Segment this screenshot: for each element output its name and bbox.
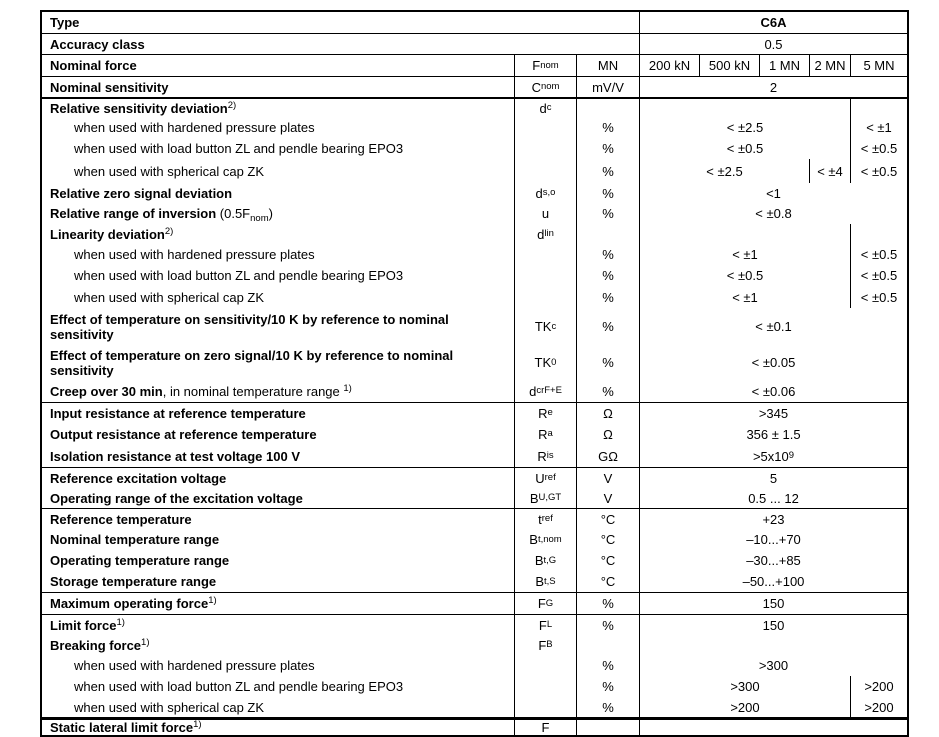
value-cell (639, 720, 907, 735)
value-cell: < ±0.5 (850, 244, 907, 265)
param-label: Relative sensitivity deviation$^{2)}$ (50, 99, 237, 116)
symbol-cell: R a (514, 423, 576, 445)
value-cell: < ±0.06 (639, 380, 907, 402)
value-cell: >345 (639, 403, 907, 423)
symbol-cell (514, 244, 576, 265)
param-label: Accuracy class (50, 36, 145, 52)
symbol-cell: d s,o (514, 183, 576, 203)
table-row (42, 12, 907, 33)
table-row (42, 508, 907, 529)
param-label: Operating temperature range (50, 553, 230, 568)
unit-cell: Ω (576, 403, 639, 423)
value-cell: < ±0.5 (639, 265, 850, 286)
table-row (42, 467, 907, 488)
value-cell: 150 (639, 615, 907, 635)
unit-cell: °C (576, 529, 639, 550)
table-row (42, 676, 907, 697)
unit-cell: % (576, 265, 639, 286)
unit-cell: % (576, 286, 639, 308)
symbol-cell: F (514, 720, 576, 735)
unit-cell: % (576, 308, 639, 345)
table-row (42, 614, 907, 635)
value-cell: 5 (639, 468, 907, 488)
param-label: Static lateral limit force$^{1)}$ (50, 719, 202, 735)
symbol-cell: d crF+E (514, 380, 576, 402)
table-row (42, 203, 907, 224)
table-row (42, 33, 907, 54)
symbol-cell: d lin (514, 224, 576, 244)
value-cell: 150 (639, 593, 907, 614)
unit-cell: MN (576, 55, 639, 76)
value-cell: 200 kN (639, 55, 699, 76)
param-label: Nominal temperature range (50, 532, 220, 547)
symbol-cell (514, 138, 576, 159)
symbol-cell: B t,G (514, 550, 576, 571)
value-cell: < ±1 (639, 244, 850, 265)
unit-cell: % (576, 593, 639, 614)
table-row (42, 117, 907, 138)
unit-cell: % (576, 117, 639, 138)
symbol-cell: F L (514, 615, 576, 635)
param-label: Nominal sensitivity (50, 79, 169, 95)
param-label: Maximum operating force$^{1)}$ (50, 595, 217, 611)
unit-cell: % (576, 380, 639, 402)
value-cell: < ±0.1 (639, 308, 907, 345)
value-cell: < ±2.5 (639, 117, 850, 138)
param-label: when used with spherical cap ZK (74, 699, 265, 715)
symbol-cell: R e (514, 403, 576, 423)
symbol-cell: F B (514, 635, 576, 655)
unit-cell: V (576, 488, 639, 508)
unit-cell: % (576, 203, 639, 224)
unit-cell (576, 720, 639, 735)
symbol-cell (514, 655, 576, 676)
param-label: when used with hardened pressure plates (74, 120, 315, 135)
value-cell: –10...+70 (639, 529, 907, 550)
unit-cell: % (576, 244, 639, 265)
param-label: when used with load button ZL and pendle bearing EPO3 (74, 268, 404, 283)
spec-table (40, 10, 909, 737)
symbol-cell: d c (514, 99, 576, 117)
table-row (42, 76, 907, 97)
param-label: Effect of temperature on sensitivity/10 K by reference to nominal sensitivity (50, 311, 449, 342)
table-row (42, 717, 907, 735)
symbol-cell (514, 159, 576, 183)
table-row (42, 571, 907, 592)
value-cell: 2 (639, 77, 907, 97)
symbol-cell: TK c (514, 308, 576, 345)
symbol-cell: R is (514, 445, 576, 467)
table-row (42, 159, 907, 183)
value-cell: C6A (639, 12, 907, 33)
value-cell: < ±0.05 (639, 345, 907, 380)
param-label: when used with load button ZL and pendle bearing EPO3 (74, 141, 404, 156)
param-label: Isolation resistance at test voltage 100 V (50, 448, 300, 464)
param-label: Linearity deviation$^{2)}$ (50, 225, 174, 242)
table-row (42, 308, 907, 345)
unit-cell: Ω (576, 423, 639, 445)
value-cell: >5x10 9 (639, 445, 907, 467)
value-cell: 500 kN (699, 55, 759, 76)
unit-cell (576, 99, 639, 117)
table-row (42, 445, 907, 467)
unit-cell: mV/V (576, 77, 639, 97)
table-row (42, 265, 907, 286)
symbol-cell: TK 0 (514, 345, 576, 380)
value-cell: >200 (850, 697, 907, 717)
param-label: when used with load button ZL and pendle bearing EPO3 (74, 679, 404, 694)
value-cell: +23 (639, 509, 907, 529)
value-cell: >300 (639, 655, 907, 676)
table-row (42, 592, 907, 614)
unit-cell (576, 224, 639, 244)
symbol-cell (514, 117, 576, 138)
table-row (42, 380, 907, 402)
table-row (42, 286, 907, 308)
param-label: Nominal force (50, 58, 137, 73)
table-row (42, 54, 907, 76)
param-label: Breaking force$^{1)}$ (50, 636, 150, 653)
value-cell: < ±0.5 (850, 265, 907, 286)
value-cell (639, 635, 907, 655)
unit-cell: GΩ (576, 445, 639, 467)
symbol-cell (514, 286, 576, 308)
param-label: when used with spherical cap ZK (74, 163, 265, 179)
value-cell: < ±0.8 (639, 203, 907, 224)
symbol-cell (514, 265, 576, 286)
value-cell: <1 (639, 183, 907, 203)
param-label: Limit force$^{1)}$ (50, 616, 125, 633)
param-label: Relative zero signal deviation (50, 185, 233, 201)
value-cell: 356 ± 1.5 (639, 423, 907, 445)
value-cell (639, 99, 850, 117)
value-cell: 2 MN (809, 55, 850, 76)
unit-cell: % (576, 138, 639, 159)
param-label: Creep over 30 min, in nominal temperature range $^{1)}$ (50, 382, 352, 399)
param-label: Reference temperature (50, 511, 192, 527)
table-row (42, 550, 907, 571)
symbol-cell: u (514, 203, 576, 224)
param-label: when used with hardened pressure plates (74, 658, 315, 673)
value-cell: 0.5 (639, 34, 907, 54)
unit-cell: °C (576, 509, 639, 529)
value-cell: < ±0.5 (850, 159, 907, 183)
unit-cell (576, 635, 639, 655)
table-row (42, 529, 907, 550)
symbol-cell (514, 697, 576, 717)
symbol-cell: t ref (514, 509, 576, 529)
unit-cell: % (576, 183, 639, 203)
symbol-cell: U ref (514, 468, 576, 488)
table-row (42, 423, 907, 445)
symbol-cell: F G (514, 593, 576, 614)
table-row (42, 402, 907, 423)
value-cell: –30...+85 (639, 550, 907, 571)
param-label: when used with spherical cap ZK (74, 289, 265, 305)
table-row (42, 697, 907, 717)
unit-cell: V (576, 468, 639, 488)
table-row (42, 183, 907, 203)
table-row (42, 97, 907, 117)
unit-cell: % (576, 676, 639, 697)
param-label: Output resistance at reference temperature (50, 426, 317, 442)
value-cell (639, 224, 850, 244)
value-cell: < ±2.5 (639, 159, 809, 183)
value-cell: < ±0.5 (850, 286, 907, 308)
table-row (42, 488, 907, 508)
table-row (42, 655, 907, 676)
value-cell: < ±0.5 (850, 138, 907, 159)
param-label: Relative range of inversion $(0.5F_{nom})$ (50, 206, 273, 224)
symbol-cell: B t,nom (514, 529, 576, 550)
param-label: Type (50, 15, 80, 30)
param-label: Reference excitation voltage (50, 470, 227, 486)
symbol-cell: F nom (514, 55, 576, 76)
value-cell: >200 (850, 676, 907, 697)
value-cell: < ±0.5 (639, 138, 850, 159)
symbol-cell: C nom (514, 77, 576, 97)
unit-cell: % (576, 159, 639, 183)
table-row (42, 138, 907, 159)
unit-cell: % (576, 615, 639, 635)
value-cell: 1 MN (759, 55, 809, 76)
value-cell (850, 224, 907, 244)
table-row (42, 224, 907, 244)
table-row (42, 635, 907, 655)
value-cell (850, 99, 907, 117)
symbol-cell (514, 676, 576, 697)
unit-cell: °C (576, 571, 639, 592)
value-cell: < ±4 (809, 159, 850, 183)
unit-cell: °C (576, 550, 639, 571)
param-label: when used with hardened pressure plates (74, 247, 315, 262)
value-cell: >300 (639, 676, 850, 697)
symbol-cell: B U,GT (514, 488, 576, 508)
value-cell: >200 (639, 697, 850, 717)
value-cell: < ±1 (639, 286, 850, 308)
value-cell: –50...+100 (639, 571, 907, 592)
value-cell: 0.5 ... 12 (639, 488, 907, 508)
unit-cell: % (576, 655, 639, 676)
symbol-cell: B t,S (514, 571, 576, 592)
unit-cell: % (576, 345, 639, 380)
unit-cell: % (576, 697, 639, 717)
param-label: Storage temperature range (50, 574, 217, 589)
param-label: Effect of temperature on zero signal/10 K by reference to nominal sensitivity (50, 347, 454, 378)
value-cell: 5 MN (850, 55, 907, 76)
param-label: Input resistance at reference temperature (50, 405, 306, 421)
value-cell: < ±1 (850, 117, 907, 138)
param-label: Operating range of the excitation voltage (50, 490, 303, 506)
table-row (42, 345, 907, 380)
table-row (42, 244, 907, 265)
